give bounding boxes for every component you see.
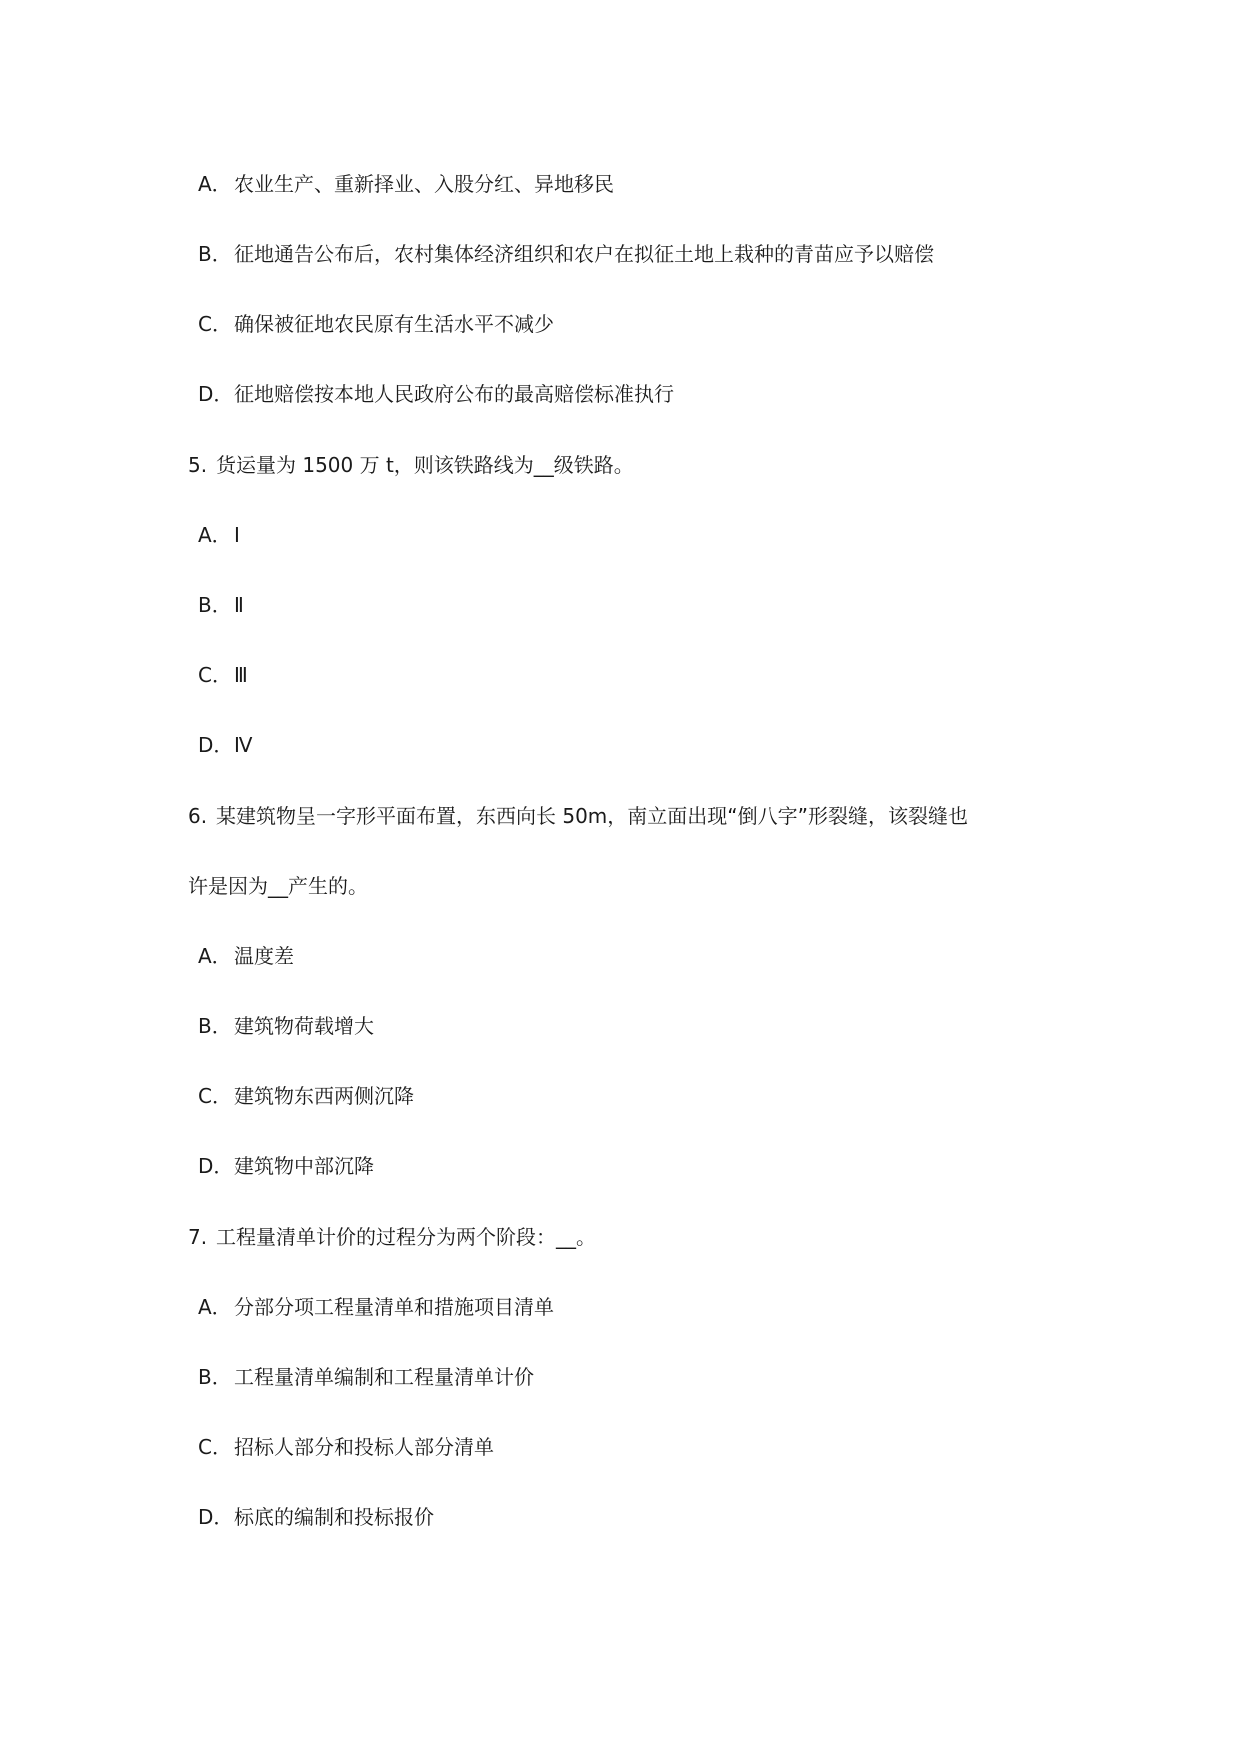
option-letter: B． — [198, 1365, 232, 1389]
question-number: 5. — [188, 453, 208, 477]
option-row — [198, 1363, 534, 1391]
option-text: 征地通告公布后，农村集体经济组织和农户在拟征土地上栽种的青苗应予以赔偿 — [234, 242, 934, 266]
option-text: 建筑物东西两侧沉降 — [234, 1084, 414, 1108]
option-row — [198, 591, 244, 619]
option-row — [198, 1012, 374, 1040]
option-letter: A． — [198, 523, 232, 547]
option-text: 招标人部分和投标人部分清单 — [234, 1435, 494, 1459]
question-row — [188, 802, 968, 830]
option-row — [198, 170, 614, 198]
option-row — [198, 1503, 434, 1531]
option-letter: A． — [198, 172, 232, 196]
option-text: 建筑物中部沉降 — [234, 1154, 374, 1178]
option-row — [198, 310, 554, 338]
option-letter: A． — [198, 1295, 232, 1319]
question-text: 货运量为 1500 万 t，则该铁路线为__级铁路。 — [216, 453, 634, 477]
option-letter: B． — [198, 242, 232, 266]
option-text: 征地赔偿按本地人民政府公布的最高赔偿标准执行 — [234, 382, 674, 406]
option-letter: D． — [198, 733, 234, 757]
option-letter: D． — [198, 1154, 234, 1178]
option-letter: A． — [198, 944, 232, 968]
option-row — [198, 1293, 554, 1321]
option-row — [198, 1082, 414, 1110]
question-text: 许是因为__产生的。 — [188, 874, 368, 898]
option-text: 建筑物荷载增大 — [234, 1014, 374, 1038]
option-text: 温度差 — [234, 944, 294, 968]
option-letter: C． — [198, 663, 232, 687]
question-number: 7. — [188, 1225, 208, 1249]
option-letter: D． — [198, 1505, 234, 1529]
option-letter: D． — [198, 382, 234, 406]
option-text: 分部分项工程量清单和措施项目清单 — [234, 1295, 554, 1319]
option-row — [198, 380, 674, 408]
option-letter: B． — [198, 593, 232, 617]
question-row — [188, 451, 634, 479]
option-text: 农业生产、重新择业、入股分红、异地移民 — [234, 172, 614, 196]
option-text: Ⅱ — [234, 593, 244, 617]
option-text: 标底的编制和投标报价 — [234, 1505, 434, 1529]
question-number: 6. — [188, 804, 208, 828]
option-row — [198, 942, 294, 970]
option-text: Ⅲ — [234, 663, 248, 687]
option-row — [198, 1152, 374, 1180]
option-letter: B． — [198, 1014, 232, 1038]
option-row — [198, 521, 240, 549]
option-text: Ⅰ — [234, 523, 240, 547]
option-letter: C． — [198, 1084, 232, 1108]
option-row — [198, 1433, 494, 1461]
option-row — [198, 661, 248, 689]
option-row — [198, 240, 934, 268]
question-text: 某建筑物呈一字形平面布置，东西向长 50m，南立面出现“倒八字”形裂缝，该裂缝也 — [216, 804, 969, 828]
option-letter: C． — [198, 1435, 232, 1459]
option-row — [198, 731, 252, 759]
question-text: 工程量清单计价的过程分为两个阶段：__。 — [216, 1225, 596, 1249]
question-continuation — [188, 872, 368, 900]
option-text: Ⅳ — [234, 733, 253, 757]
option-text: 确保被征地农民原有生活水平不减少 — [234, 312, 554, 336]
option-letter: C． — [198, 312, 232, 336]
option-text: 工程量清单编制和工程量清单计价 — [234, 1365, 534, 1389]
question-row — [188, 1223, 596, 1251]
